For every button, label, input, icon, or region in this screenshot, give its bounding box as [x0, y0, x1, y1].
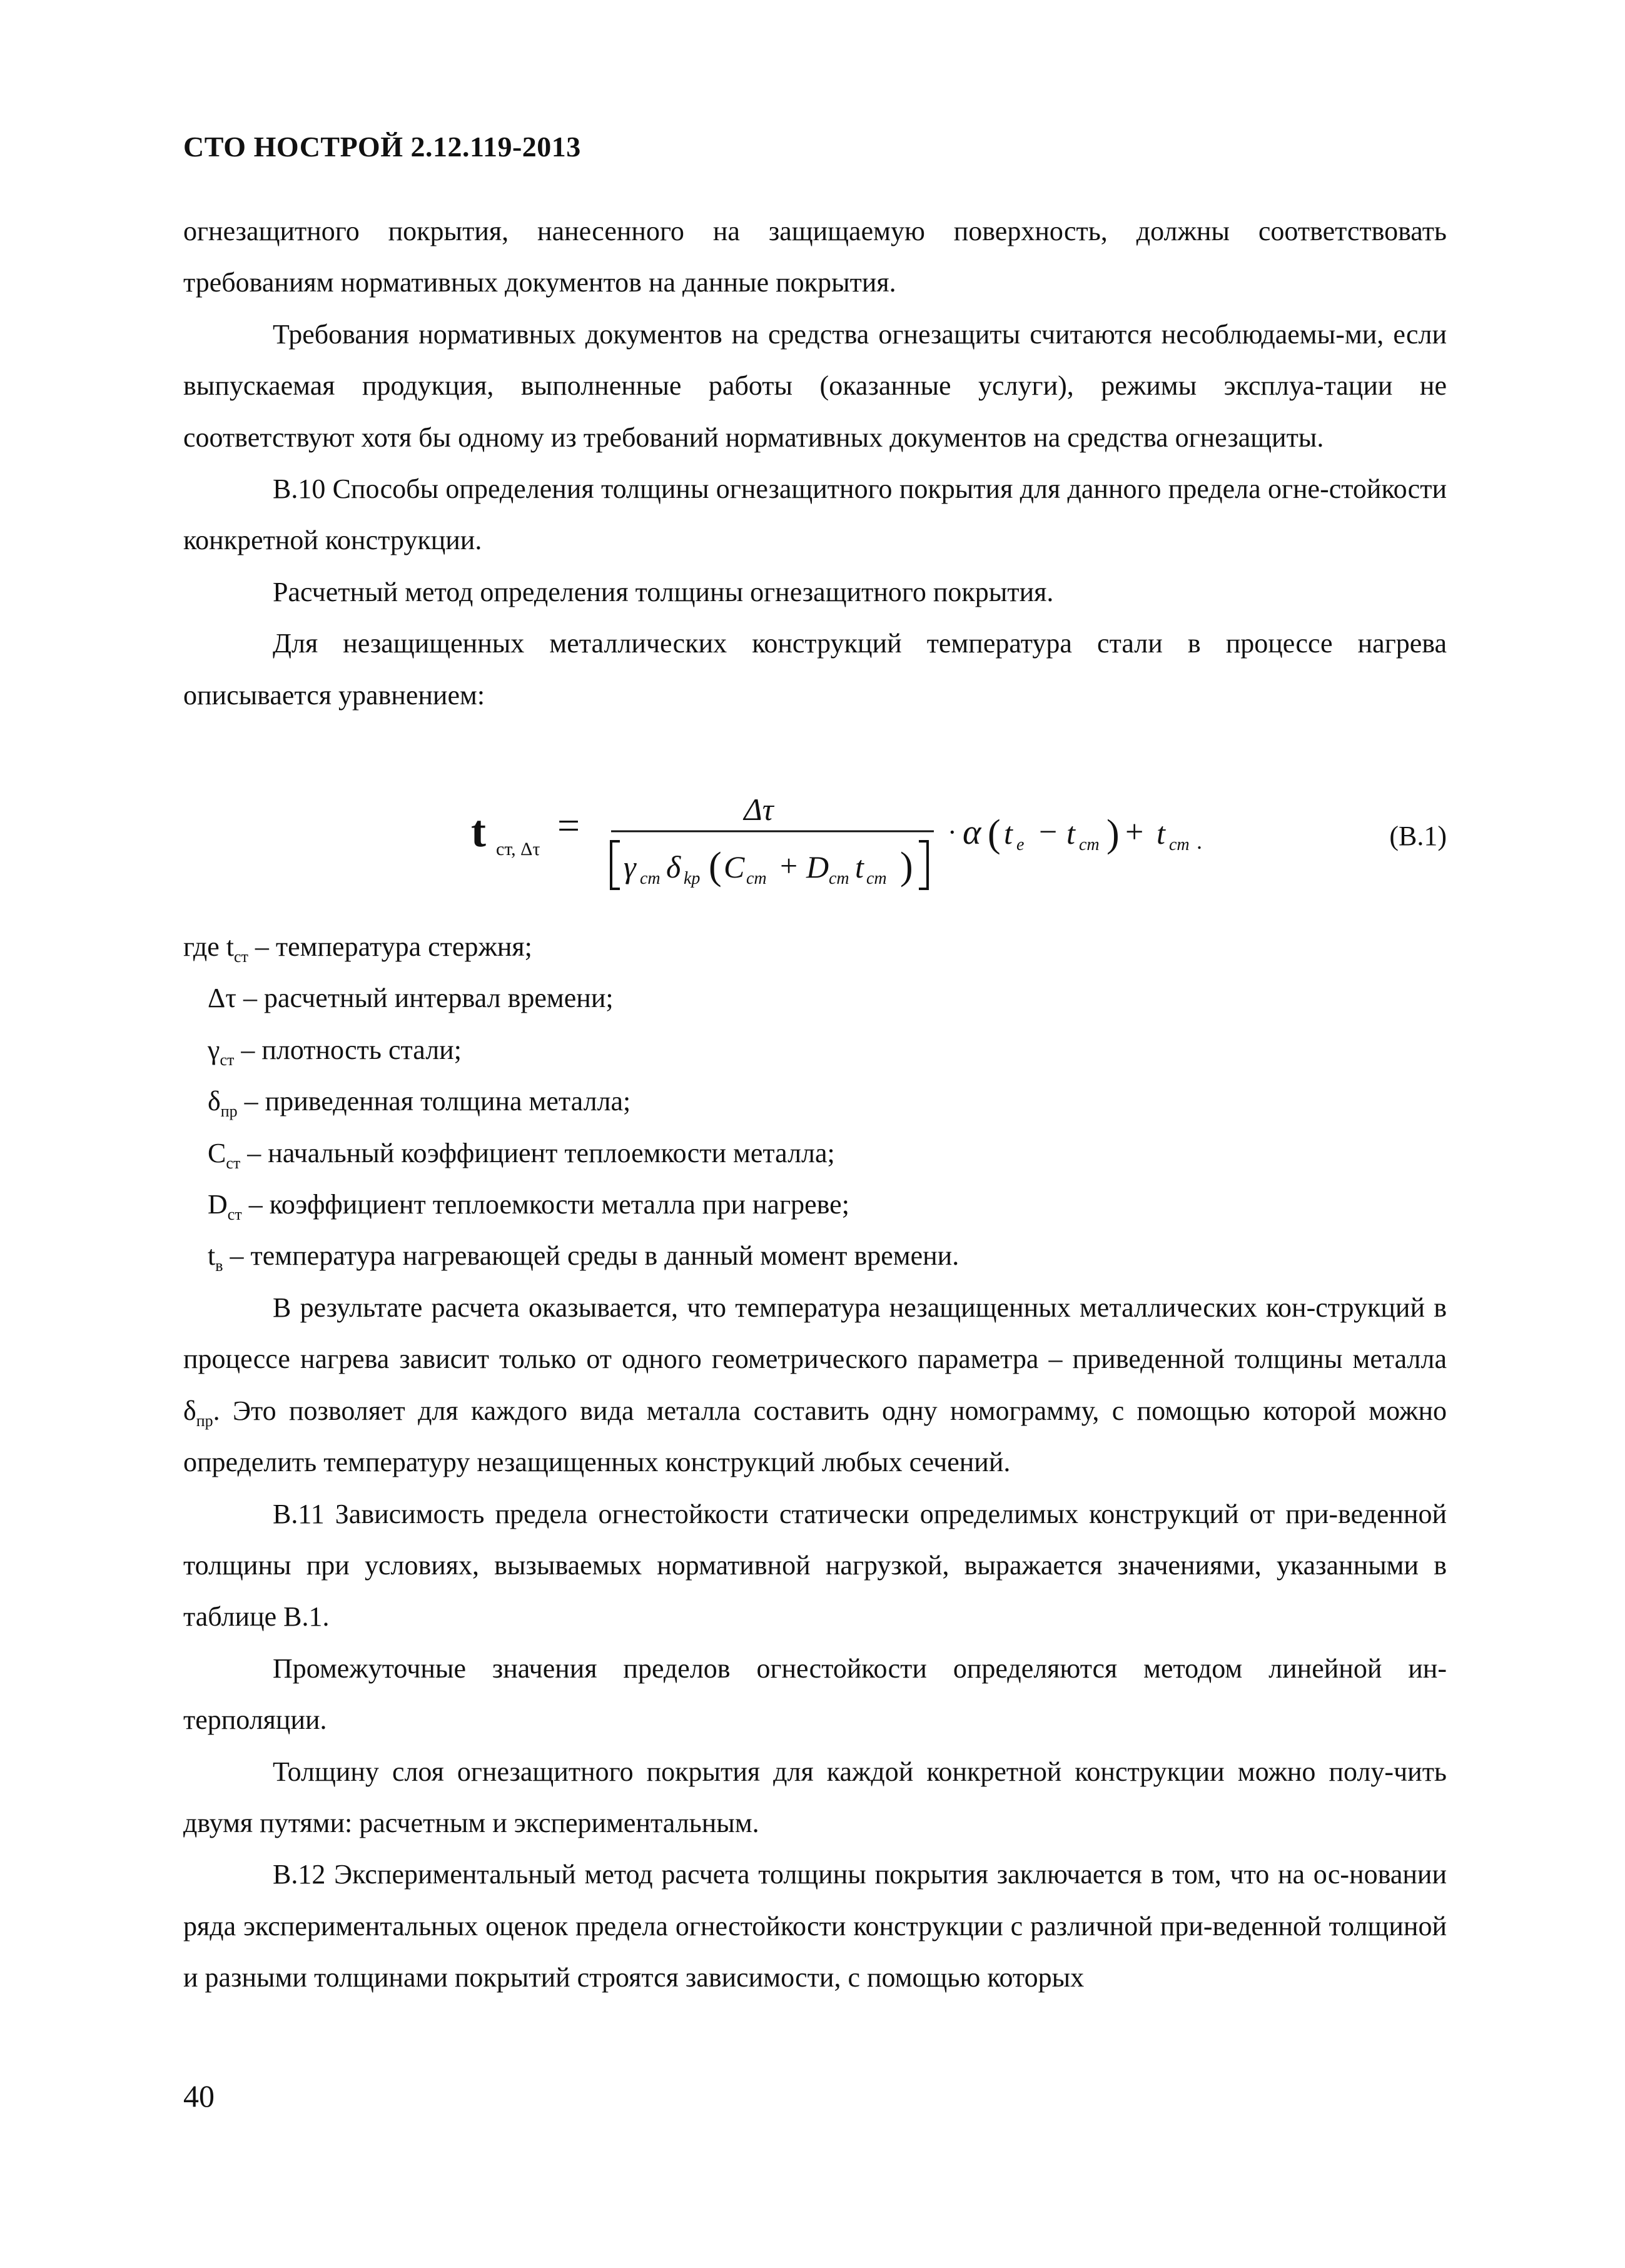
definitions-list	[183, 921, 1447, 1282]
den-C-sub: cm	[746, 869, 767, 888]
paragraph: В.10 Способы определения толщины огнезащитного покрытия для данного предела огне-стойкости конкретной конструкции.	[183, 473, 1447, 556]
den-delta: δ	[666, 849, 681, 884]
formula-row	[183, 779, 1447, 904]
formula-alpha: α	[963, 813, 981, 852]
paragraph: В результате расчета оказывается, что температура незащищенных металлических кон-струкций в процессе нагрева зависит только от одного геометрического параметра – приведенной толщины металла $\delta_{пр}$. Это позволяет для каждого вида металла составить одну номограмму, с помощью которой можно определить температуру незащищенных конструкций любых сечений.	[183, 1292, 1447, 1478]
den-delta-sub: kp	[684, 869, 701, 888]
den-paren-close: )	[900, 845, 913, 888]
den-gamma-sub: cm	[640, 869, 661, 888]
paren-t-sub: e	[1016, 835, 1025, 854]
paren-t2: t	[1066, 816, 1075, 851]
definition-item: $t_в$ – температура нагревающей среды в данный момент времени.	[208, 1240, 959, 1275]
paragraph: В.11 Зависимость предела огнестойкости статически определимых конструкций от при-веденной толщины при условиях, вызываемых нормативной нагрузкой, выражается значениями, указанными в таблице В.1.	[183, 1498, 1447, 1633]
den-t-sub: cm	[866, 869, 887, 888]
definition-item: $\delta_{пр}$ – приведенная толщина металла;	[208, 1086, 631, 1121]
formula-b1	[471, 779, 1422, 904]
paren-open: (	[988, 813, 1001, 855]
formula-lhs-sub: ст, Δτ	[496, 839, 540, 859]
den-C: C	[724, 849, 745, 884]
page-number: 40	[183, 2078, 215, 2114]
body-text	[183, 1282, 1447, 2004]
paren-t: t	[1004, 816, 1013, 851]
doc-header: СТО НОСТРОЙ 2.12.119-2013	[183, 131, 581, 163]
formula-numerator: Δτ	[744, 792, 774, 827]
definition-item: Δτ – расчетный интервал времени;	[208, 983, 614, 1014]
den-t: t	[855, 849, 864, 884]
definition-item: $\gamma_{ст}$ – плотность стали;	[208, 1034, 462, 1069]
paragraph: Промежуточные значения пределов огнестойкости определяются методом линейной ин-терполяции.	[183, 1653, 1447, 1736]
definition-item: $D_{ст}$ – коэффициент теплоемкости металла при нагреве;	[208, 1189, 849, 1224]
formula-plus: +	[1125, 814, 1144, 850]
den-gamma: γ	[624, 849, 636, 884]
formula-equals: =	[557, 803, 580, 848]
tail-t: t	[1157, 816, 1165, 851]
paragraph: Толщину слоя огнезащитного покрытия для каждой конкретной конструкции можно полу-чить двумя путями: расчетным и экспериментальным.	[183, 1756, 1447, 1839]
formula-lhs: t	[471, 806, 486, 856]
paragraph: В.12 Экспериментальный метод расчета толщины покрытия заключается в том, что на ос-новании ряда экспериментальных оценок предела огнестойкости конструкции с различной при-веденной толщиной и разными толщинами покрытий строятся зависимости, с помощью которых	[183, 1859, 1447, 1993]
paren-minus: −	[1039, 814, 1058, 850]
den-paren-open: (	[709, 845, 722, 888]
den-D-sub: cm	[829, 869, 849, 888]
formula-number: (В.1)	[1389, 821, 1447, 851]
paragraph: огнезащитного покрытия, нанесенного на защищаемую поверхность, должны соответствовать требованиям нормативных документов на данные покрытия.	[183, 216, 1447, 298]
definition-item: где $t_{ст}$ – температура стержня;	[183, 931, 532, 966]
paren-close: )	[1106, 813, 1120, 855]
den-D: D	[806, 849, 829, 884]
paragraph: Расчетный метод определения толщины огнезащитного покрытия.	[273, 576, 1054, 607]
paragraph: Для незащищенных металлических конструкций температура стали в процессе нагрева описывается уравнением:	[183, 628, 1447, 711]
paragraph: Требования нормативных документов на средства огнезащиты считаются несоблюдаемы-ми, если выпускаемая продукция, выполненные работы (оказанные услуги), режимы эксплуа-тации не соответствуют хотя бы одному из требований нормативных документов на средства огнезащиты.	[183, 318, 1447, 453]
paren-t2-sub: cm	[1079, 835, 1100, 854]
den-plus: +	[780, 848, 798, 883]
tail-end: .	[1197, 829, 1202, 854]
intro-text	[183, 206, 1447, 721]
definition-item: $С_{ст}$ – начальный коэффициент теплоемкости металла;	[208, 1137, 835, 1172]
tail-t-sub: cm	[1169, 835, 1190, 854]
formula-mult: ·	[948, 817, 957, 848]
